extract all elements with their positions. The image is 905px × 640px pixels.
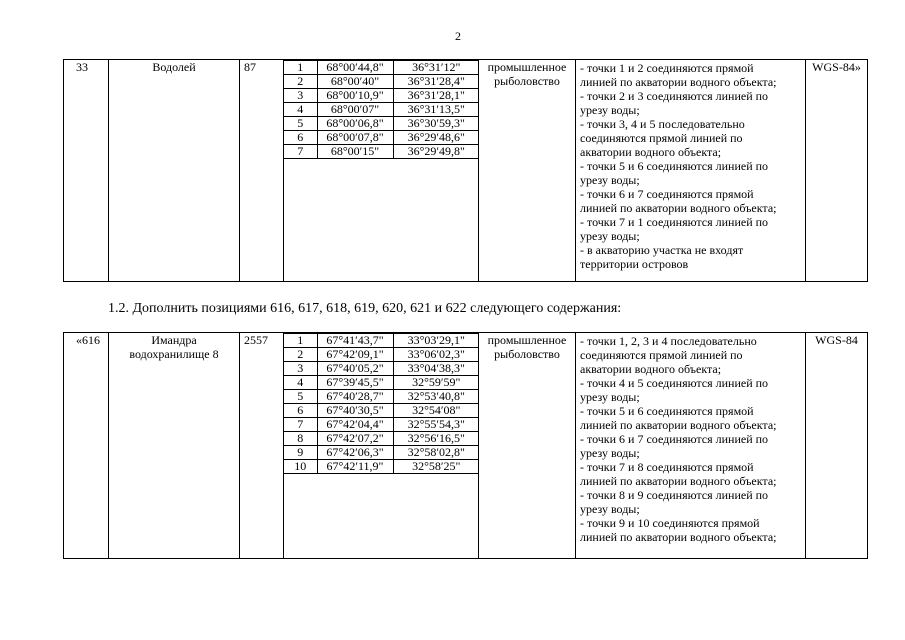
description-line: линией по акватории водного объекта; (580, 530, 777, 544)
longitude: 33°06′02,3" (393, 348, 479, 362)
latitude: 67°42′06,3" (317, 446, 393, 460)
description-line: акватории водного объекта; (580, 145, 722, 159)
water-body-name (109, 333, 240, 559)
position-number: «616 (64, 333, 109, 559)
coordinate-row (284, 131, 479, 145)
description-line: урезу воды; (580, 103, 640, 117)
name-line: Имандра (151, 333, 197, 347)
longitude: 36°29′48,6" (393, 131, 479, 145)
description-line: урезу воды; (580, 173, 640, 187)
description-line: - точки 6 и 7 соединяются линией по (580, 432, 769, 446)
point-number: 6 (284, 404, 317, 418)
longitude: 32°59′59" (393, 376, 479, 390)
point-number: 2 (284, 75, 317, 89)
longitude: 33°03′29,1" (393, 334, 479, 348)
coordinate-row (284, 390, 479, 404)
latitude: 67°42′04,4" (317, 418, 393, 432)
description-line: - точки 9 и 10 соединяются прямой (580, 516, 760, 530)
latitude: 67°40′05,2" (317, 362, 393, 376)
empty-cell (317, 474, 393, 475)
empty-cell (317, 159, 393, 160)
description-line: - в акваторию участка не входят (580, 243, 744, 257)
description-line: - точки 7 и 8 соединяются прямой (580, 460, 754, 474)
empty-cell (284, 159, 317, 160)
longitude: 32°58′02,8" (393, 446, 479, 460)
water-area-table-2 (63, 332, 868, 559)
latitude: 67°40′28,7" (317, 390, 393, 404)
longitude: 36°31′13,5" (393, 103, 479, 117)
point-number: 4 (284, 376, 317, 390)
point-number: 9 (284, 446, 317, 460)
name-line: водохранилище 8 (129, 347, 219, 361)
description-line: линией по акватории водного объекта; (580, 418, 777, 432)
point-number: 3 (284, 362, 317, 376)
usage-line: рыболовство (494, 74, 560, 88)
description-line: линией по акватории водного объекта; (580, 201, 777, 215)
coordinate-row (284, 145, 479, 159)
usage-type (479, 60, 576, 282)
table-row (64, 333, 868, 559)
description-line: линией по акватории водного объекта; (580, 474, 777, 488)
coordinate-row (284, 89, 479, 103)
description-line: - точки 4 и 5 соединяются линией по (580, 376, 769, 390)
coordinates-table (284, 333, 479, 474)
coordinates-table (284, 60, 479, 159)
longitude: 32°53′40,8" (393, 390, 479, 404)
coordinate-system: WGS-84 (806, 333, 868, 559)
water-body-name: Водолей (109, 60, 240, 282)
point-number: 6 (284, 131, 317, 145)
latitude: 68°00′06,8" (317, 117, 393, 131)
description-line: - точки 2 и 3 соединяются линией по (580, 89, 769, 103)
longitude: 36°31′28,4" (393, 75, 479, 89)
description-line: - точки 1 и 2 соединяются прямой (580, 61, 754, 75)
description-line: урезу воды; (580, 502, 640, 516)
latitude: 68°00′15" (317, 145, 393, 159)
latitude: 67°40′30,5" (317, 404, 393, 418)
coordinate-row (284, 348, 479, 362)
point-number: 7 (284, 418, 317, 432)
longitude: 32°54′08" (393, 404, 479, 418)
latitude: 67°41′43,7" (317, 334, 393, 348)
longitude: 32°56′16,5" (393, 432, 479, 446)
usage-line: рыболовство (494, 347, 560, 361)
description-line: - точки 3, 4 и 5 последовательно (580, 117, 745, 131)
description-line: территории островов (580, 257, 689, 271)
boundary-description (576, 333, 806, 559)
longitude: 32°58′25" (393, 460, 479, 474)
usage-line: промышленное (487, 60, 567, 74)
latitude: 67°42′07,2" (317, 432, 393, 446)
description-line: соединяются прямой линией по (580, 348, 743, 362)
coordinate-row-empty (284, 474, 479, 475)
coordinate-row (284, 61, 479, 75)
water-area-table-1 (63, 59, 868, 282)
coordinate-row (284, 117, 479, 131)
description-line: - точки 5 и 6 соединяются линией по (580, 159, 769, 173)
table-row (64, 60, 868, 282)
boundary-description (576, 60, 806, 282)
latitude: 68°00′40" (317, 75, 393, 89)
coordinate-row (284, 404, 479, 418)
longitude: 36°31′12" (393, 61, 479, 75)
description-line: линией по акватории водного объекта; (580, 75, 777, 89)
point-number: 3 (284, 89, 317, 103)
description-line: - точки 5 и 6 соединяются прямой (580, 404, 754, 418)
coordinate-row (284, 362, 479, 376)
point-number: 4 (284, 103, 317, 117)
area-value: 2557 (240, 333, 284, 559)
description-line: акватории водного объекта; (580, 362, 722, 376)
coordinate-row (284, 75, 479, 89)
position-number: 33 (64, 60, 109, 282)
latitude: 67°42′09,1" (317, 348, 393, 362)
point-number: 5 (284, 390, 317, 404)
amendment-paragraph: 1.2. Дополнить позициями 616, 617, 618, 619, 620, 621 и 622 следующего содержания: (108, 301, 622, 316)
coordinate-row (284, 432, 479, 446)
usage-type (479, 333, 576, 559)
longitude: 36°30′59,3" (393, 117, 479, 131)
page-number: 2 (455, 29, 461, 43)
latitude: 68°00′07" (317, 103, 393, 117)
coordinate-row (284, 418, 479, 432)
longitude: 33°04′38,3" (393, 362, 479, 376)
latitude: 68°00′44,8" (317, 61, 393, 75)
description-line: - точки 8 и 9 соединяются линией по (580, 488, 769, 502)
point-number: 10 (284, 460, 317, 474)
point-number: 7 (284, 145, 317, 159)
coordinate-row (284, 334, 479, 348)
area-value: 87 (240, 60, 284, 282)
point-number: 2 (284, 348, 317, 362)
point-number: 5 (284, 117, 317, 131)
coordinate-row (284, 460, 479, 474)
coordinate-row (284, 446, 479, 460)
point-number: 1 (284, 61, 317, 75)
description-line: - точки 7 и 1 соединяются линией по (580, 215, 769, 229)
empty-cell (393, 474, 479, 475)
description-line: соединяются прямой линией по (580, 131, 743, 145)
point-number: 8 (284, 432, 317, 446)
coordinate-row-empty (284, 159, 479, 160)
empty-cell (284, 474, 317, 475)
description-line: - точки 6 и 7 соединяются прямой (580, 187, 754, 201)
empty-cell (393, 159, 479, 160)
longitude: 36°29′49,8" (393, 145, 479, 159)
latitude: 68°00′10,9" (317, 89, 393, 103)
longitude: 32°55′54,3" (393, 418, 479, 432)
coordinate-row (284, 376, 479, 390)
usage-line: промышленное (487, 333, 567, 347)
description-line: урезу воды; (580, 390, 640, 404)
latitude: 67°39′45,5" (317, 376, 393, 390)
latitude: 68°00′07,8" (317, 131, 393, 145)
coordinates-cell (284, 60, 479, 282)
coordinate-row (284, 103, 479, 117)
description-line: урезу воды; (580, 446, 640, 460)
coordinates-cell (284, 333, 479, 559)
description-line: урезу воды; (580, 229, 640, 243)
coordinate-system: WGS-84» (806, 60, 868, 282)
description-line: - точки 1, 2, 3 и 4 последовательно (580, 334, 757, 348)
latitude: 67°42′11,9" (317, 460, 393, 474)
longitude: 36°31′28,1" (393, 89, 479, 103)
point-number: 1 (284, 334, 317, 348)
